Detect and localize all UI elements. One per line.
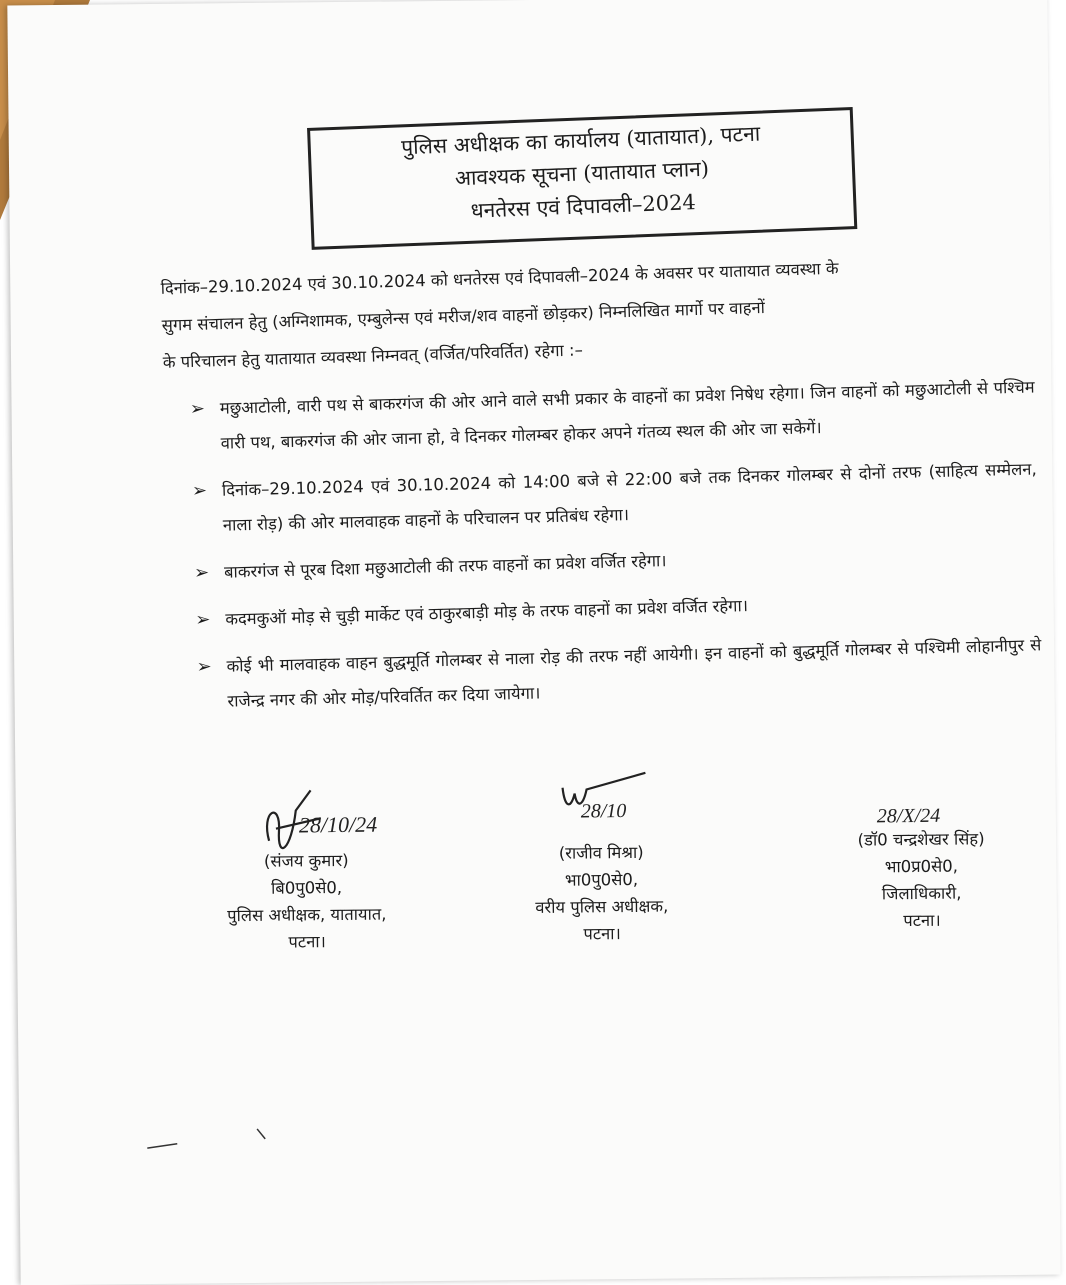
instruction-text: दिनांक–29.10.2024 एवं 30.10.2024 को 14:00 बजे से 22:00 बजे तक दिनकर गोलम्बर से दोनों तरफ (साहित्य सम्मेलन, नाला रोड़) की ओर मालवाहक वाहनों के परिचालन पर प्रतिबंध रहेगा।	[221, 459, 1037, 535]
signature-date: 28/10/24	[298, 811, 378, 838]
instruction-item	[196, 627, 1043, 719]
signatory-name: (डॉ0 चन्द्रशेखर सिंह)	[857, 829, 985, 850]
signature-date: 28/X/24	[876, 804, 941, 828]
signatory-name: (संजय कुमार)	[263, 850, 349, 871]
signatory-designation: वरीय पुलिस अधीक्षक,	[535, 896, 669, 918]
instruction-item	[192, 451, 1039, 543]
instruction-text: कदमकुऑ मोड़ से चुड़ी मार्केट एवं ठाकुरबाड़ी मोड़ के तरफ वाहनों का प्रवेश वर्जित रहेगा।	[225, 596, 749, 629]
signatory-block-2	[496, 838, 707, 948]
header-occasion-title: धनतेरस एवं दिपावली–2024	[470, 190, 697, 223]
instruction-list	[189, 369, 1043, 731]
instruction-item	[195, 580, 1041, 637]
arrow-bullet-icon: ➢	[195, 609, 211, 631]
signatory-service: भा0पु0से0,	[564, 869, 639, 890]
instruction-text: मछुआटोली, वारी पथ से बाकरगंज की ओर आने वाले सभी प्रकार के वाहनों का प्रवेश निषेध रहेगा। जिन वाहनों को मछुआटोली से पश्चिम वारी पथ, बाकरगंज की ओर जाना हो, वे दिनकर गोलम्बर होकर अपने गंतव्य स्थल की ओर जा सकेगें।	[219, 377, 1035, 453]
header-office-title: पुलिस अधीक्षक का कार्यालय (यातायात), पटना	[400, 121, 761, 160]
intro-paragraph	[160, 245, 1013, 381]
signatory-place: पटना।	[903, 910, 941, 931]
instruction-item	[189, 369, 1036, 461]
intro-line: दिनांक–29.10.2024 एवं 30.10.2024 को धनतेरस एवं दिपावली–2024 के अवसर पर यातायात व्यवस्था के	[160, 258, 839, 298]
intro-line: सुगम संचालन हेतु (अग्निशामक, एम्बुलेन्स एवं मरीज/शव वाहनों छोड़कर) निम्नलिखित मार्गो पर वाहनों	[161, 297, 766, 335]
instruction-text: कोई भी मालवाहक वाहन बुद्धमूर्ति गोलम्बर से नाला रोड़ की तरफ नहीं आयेगी। इन वाहनों को बुद्धमूर्ति गोलम्बर से पश्चिमी लोहानीपुर से राजेन्द्र नगर की ओर मोड़/परिवर्तित कर दिया जायेगा।	[226, 635, 1042, 711]
signatory-place: पटना।	[288, 932, 326, 952]
instruction-item	[194, 533, 1040, 590]
arrow-bullet-icon: ➢	[196, 656, 212, 678]
arrow-bullet-icon: ➢	[193, 562, 210, 584]
signatory-name: (राजीव मिश्रा)	[558, 842, 644, 863]
header-box	[307, 107, 857, 250]
signatory-place: पटना।	[583, 924, 621, 944]
header-notice-title: आवश्यक सूचना (यातायात प्लान)	[454, 156, 710, 191]
signatory-block-3	[816, 825, 1027, 935]
instruction-text: बाकरगंज से पूरब दिशा मछुआटोली की तरफ वाहनों का प्रवेश वर्जित रहेगा।	[223, 551, 667, 582]
signatory-designation: पुलिस अधीक्षक, यातायात,	[227, 904, 387, 926]
signature-scribble-icon	[250, 779, 421, 851]
signatory-designation: जिलाधिकारी,	[881, 883, 962, 904]
signatory-service: भा0प्र0से0,	[884, 856, 959, 877]
arrow-bullet-icon: ➢	[191, 480, 208, 502]
stray-mark-icon	[139, 1122, 299, 1164]
signatory-block-1	[201, 846, 412, 956]
intro-line: के परिचालन हेतु यातायात व्यवस्था निम्नवत् (वर्जित/परिवर्तित) रहेगा :–	[162, 340, 584, 372]
signature-scribble-icon	[550, 767, 671, 828]
signature-date: 28/10	[580, 800, 627, 823]
signatory-service: बि0पु0से0,	[271, 878, 343, 898]
document-sheet	[7, 0, 1060, 1285]
arrow-bullet-icon: ➢	[189, 398, 206, 420]
